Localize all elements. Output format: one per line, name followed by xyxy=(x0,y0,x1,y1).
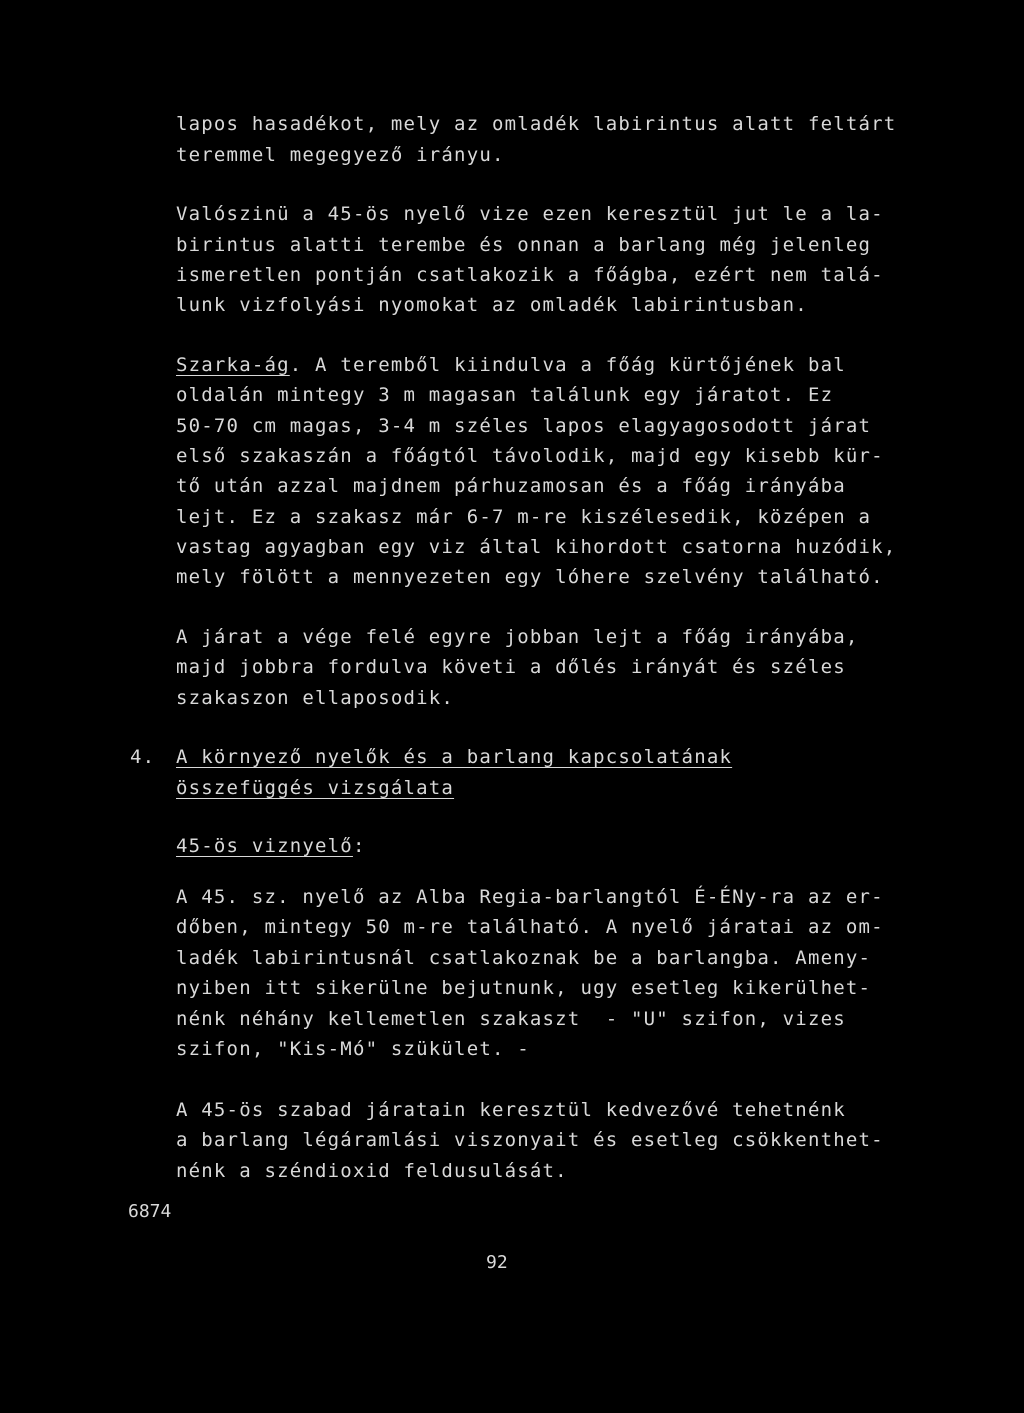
text-line: a barlang légáramlási viszonyait és esetleg csökkenthet- xyxy=(176,1129,884,1151)
text-line: vastag agyagban egy viz által kihordott csatorna huzódik, xyxy=(176,536,897,558)
section-number: 4. xyxy=(130,746,156,768)
text-line: oldalán mintegy 3 m magasan találunk egy járatot. Ez xyxy=(176,384,834,406)
archive-number: 6874 xyxy=(128,1201,172,1222)
text-line: majd jobbra fordulva követi a dőlés irányát és széles xyxy=(176,656,846,678)
text-line: szakaszon ellaposodik. xyxy=(176,687,455,709)
text-line: 50-70 cm magas, 3-4 m széles lapos elagyagosodott járat xyxy=(176,415,872,437)
text-line: teremmel megegyező irányu. xyxy=(176,144,505,166)
text-line: lapos hasadékot, mely az omladék labirintus alatt feltárt xyxy=(176,113,897,135)
text-line: első szakaszán a főágtól távolodik, majd egy kisebb kür- xyxy=(176,445,884,467)
text-line: A 45. sz. nyelő az Alba Regia-barlangtól É-ÉNy-ra az er- xyxy=(176,886,884,908)
text-line: A 45-ös szabad járatain keresztül kedvezővé tehetnénk xyxy=(176,1099,846,1121)
text-line: Valószinü a 45-ös nyelő vize ezen keresztül jut le a la- xyxy=(176,203,884,225)
text-line: lunk vizfolyási nyomokat az omladék labirintusban. xyxy=(176,294,808,316)
text-line: nénk néhány kellemetlen szakaszt - "U" szifon, vizes xyxy=(176,1008,846,1030)
text-line: nénk a széndioxid feldusulását. xyxy=(176,1160,568,1182)
text-line: A járat a vége felé egyre jobban lejt a főág irányába, xyxy=(176,626,859,648)
text-line: szifon, "Kis-Mó" szükület. - xyxy=(176,1038,530,1060)
text-line: ismeretlen pontján csatlakozik a főágba, ezért nem talá- xyxy=(176,264,884,286)
text-line xyxy=(176,353,846,377)
text-line: tő után azzal majdnem párhuzamosan és a főág irányába xyxy=(176,475,846,497)
heading-continuation: . A teremből kiindulva a főág kürtőjének bal xyxy=(289,354,846,376)
text-line: ladék labirintusnál csatlakoznak be a barlangba. Ameny- xyxy=(176,947,872,969)
text-line: dőben, mintegy 50 m-re található. A nyelő járatai az om- xyxy=(176,916,884,938)
subsection-heading xyxy=(176,834,366,858)
section-title: összefüggés vizsgálata xyxy=(176,777,455,799)
subsection-colon: : xyxy=(352,835,366,857)
text-line: nyiben itt sikerülne bejutnunk, ugy esetleg kikerülhet- xyxy=(176,977,872,999)
section-title: A környező nyelők és a barlang kapcsolatának xyxy=(176,746,733,768)
page-number: 92 xyxy=(486,1252,508,1273)
text-line: lejt. Ez a szakasz már 6-7 m-re kiszélesedik, középen a xyxy=(176,506,872,528)
text-line: mely fölött a mennyezeten egy lóhere szelvény található. xyxy=(176,566,884,588)
text-line: birintus alatti terembe és onnan a barlang még jelenleg xyxy=(176,234,872,256)
subsection-title: 45-ös viznyelő xyxy=(176,835,353,857)
section-heading: Szarka-ág xyxy=(176,354,290,376)
